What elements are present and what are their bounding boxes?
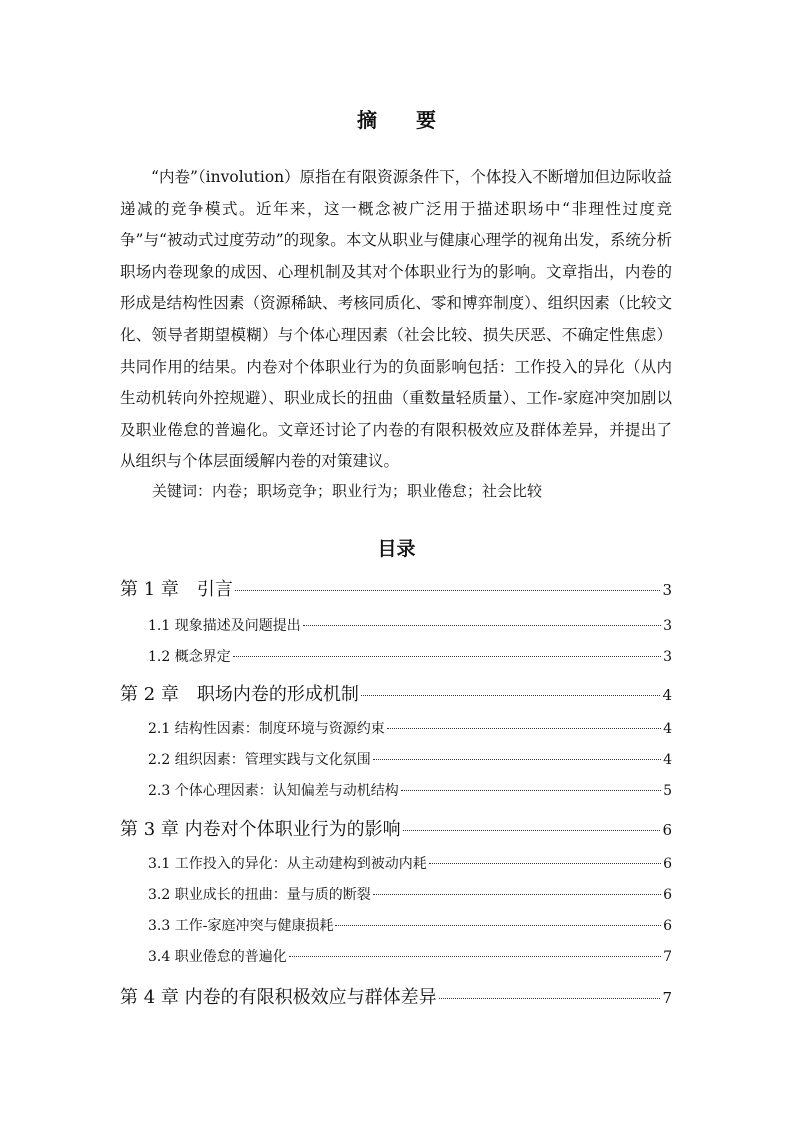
toc-leader (303, 625, 661, 626)
toc-entry-label: 1.2 概念界定 (148, 649, 231, 665)
toc-entry-page: 6 (663, 887, 672, 903)
toc-leader (335, 925, 661, 926)
toc-leader (289, 956, 661, 957)
toc-entry-page: 3 (663, 618, 672, 634)
toc-entry-label: 2.2 组织因素：管理实践与文化氛围 (148, 752, 371, 768)
toc-entry[interactable] (148, 946, 672, 966)
toc-entry[interactable] (120, 983, 672, 1009)
toc-entry-page: 4 (662, 686, 672, 704)
toc-entry-page: 7 (662, 989, 672, 1007)
toc-entry[interactable] (120, 680, 672, 706)
toc-entry-label: 第 4 章 内卷的有限积极效应与群体差异 (120, 987, 437, 1008)
toc-entry-label: 第 2 章 职场内卷的形成机制 (120, 684, 359, 705)
toc-entry[interactable] (120, 575, 672, 601)
toc-leader (233, 656, 661, 657)
toc-entry-label: 2.3 个体心理因素：认知偏差与动机结构 (148, 783, 399, 799)
toc-entry-page: 3 (663, 649, 672, 665)
toc-leader (373, 894, 661, 895)
toc-entry[interactable] (148, 915, 672, 935)
toc-leader (387, 728, 661, 729)
toc-entry-label: 2.1 结构性因素：制度环境与资源约束 (148, 721, 385, 737)
toc-leader (429, 863, 661, 864)
toc-leader (439, 998, 661, 999)
toc-entry-page: 6 (663, 856, 672, 872)
toc-leader (373, 759, 661, 760)
toc-entry-label: 3.2 职业成长的扭曲：量与质的断裂 (148, 887, 371, 903)
toc-leader (235, 590, 661, 591)
toc-entry[interactable] (148, 615, 672, 635)
toc-entry-page: 6 (663, 918, 672, 934)
toc-entry-label: 3.1 工作投入的异化：从主动建构到被动内耗 (148, 856, 427, 872)
toc-entry[interactable] (120, 815, 672, 841)
toc-entry-page: 6 (662, 821, 672, 839)
toc-title: 目录 (377, 538, 416, 560)
toc-entry-page: 4 (663, 721, 672, 737)
toc-leader (403, 830, 661, 831)
toc-entry[interactable] (148, 884, 672, 904)
toc-leader (361, 695, 661, 696)
toc-entry[interactable] (148, 780, 672, 800)
toc-entry[interactable] (148, 646, 672, 666)
toc-entry-label: 1.1 现象描述及问题提出 (148, 618, 301, 634)
toc-entry[interactable] (148, 718, 672, 738)
toc-entry-label: 第 3 章 内卷对个体职业行为的影响 (120, 819, 401, 840)
toc-entry[interactable] (148, 749, 672, 769)
toc-entry-page: 7 (663, 949, 672, 965)
toc-entry[interactable] (148, 853, 672, 873)
keywords: 关键词：内卷；职场竞争；职业行为；职业倦怠；社会比较 (152, 482, 543, 500)
abstract-title: 摘 要 (357, 108, 452, 132)
toc-entry-page: 5 (663, 783, 672, 799)
toc-entry-label: 第 1 章 引言 (120, 579, 233, 600)
toc-leader (401, 790, 661, 791)
abstract-body: “内卷”（involution）原指在有限资源条件下，个体投入不断增加但边际收益递减的竞争模式。近年来，这一概念被广泛用于描述职场中“非理性过度竞争”与“被动式过度劳动”的现象。本文从职业与健康心理学的视角出发，系统分析职场内卷现象的成因、心理机制及其对个体职业行为的影响。文章指出，内卷的形成是结构性因素（资源稀缺、考核同质化、零和博弈制度）、组织因素（比较文化、领导者期望模糊）与个体心理因素（社会比较、损失厌恶、不确定性焦虑）共同作用的结果。内卷对个体职业行为的负面影响包括：工作投入的异化（从内生动机转向外控规避）、职业成长的扭曲（重数量轻质量）、工作-家庭冲突加剧以及职业倦怠的普遍化。文章还讨论了内卷的有限积极效应及群体差异，并提出了从组织与个体层面缓解内卷的对策建议。 (120, 168, 672, 471)
toc-entry-page: 3 (662, 581, 672, 599)
toc-entry-page: 4 (663, 752, 672, 768)
toc-entry-label: 3.4 职业倦怠的普遍化 (148, 949, 287, 965)
toc-entry-label: 3.3 工作-家庭冲突与健康损耗 (148, 918, 334, 934)
